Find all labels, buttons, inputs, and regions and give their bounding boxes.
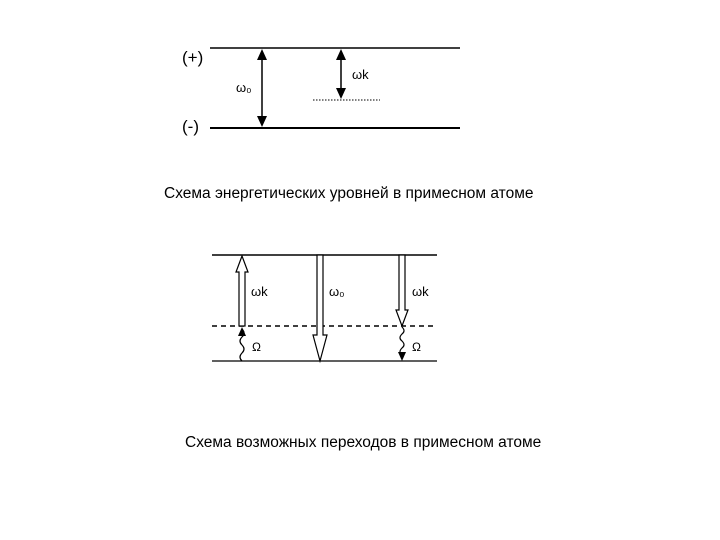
phonon-arrowhead-left [238, 327, 246, 336]
hollow-arrow-up [236, 256, 248, 326]
omega-0-arrowhead-down [257, 116, 267, 127]
omega-k-right-label: ωk [412, 284, 429, 299]
hollow-arrow-down-to-middle [396, 255, 408, 326]
energy-levels-caption: Схема энергетических уровней в примесном атоме [164, 185, 534, 202]
plus-label: (+) [182, 48, 204, 67]
phonon-wavy-line-right [400, 327, 404, 355]
omega-0-arrowhead-up [257, 49, 267, 60]
transitions-caption: Схема возможных переходов в примесном атоме [185, 434, 542, 451]
omega-k-arrowhead-down [336, 88, 346, 99]
phonon-arrowhead-right [398, 352, 406, 361]
phonon-right-label: Ω [412, 340, 421, 354]
omega-k-left-label: ωk [251, 284, 268, 299]
omega-k-label: ωk [352, 67, 369, 82]
transitions-diagram [212, 255, 437, 361]
hollow-arrow-down [313, 255, 327, 361]
phonon-left-label: Ω [252, 340, 261, 354]
minus-label: (-) [182, 117, 199, 136]
omega-k-arrowhead-up [336, 49, 346, 60]
omega-0-label-2: ω₀ [329, 284, 345, 299]
energy-levels-diagram [182, 48, 460, 136]
omega-0-label: ω₀ [236, 80, 252, 95]
